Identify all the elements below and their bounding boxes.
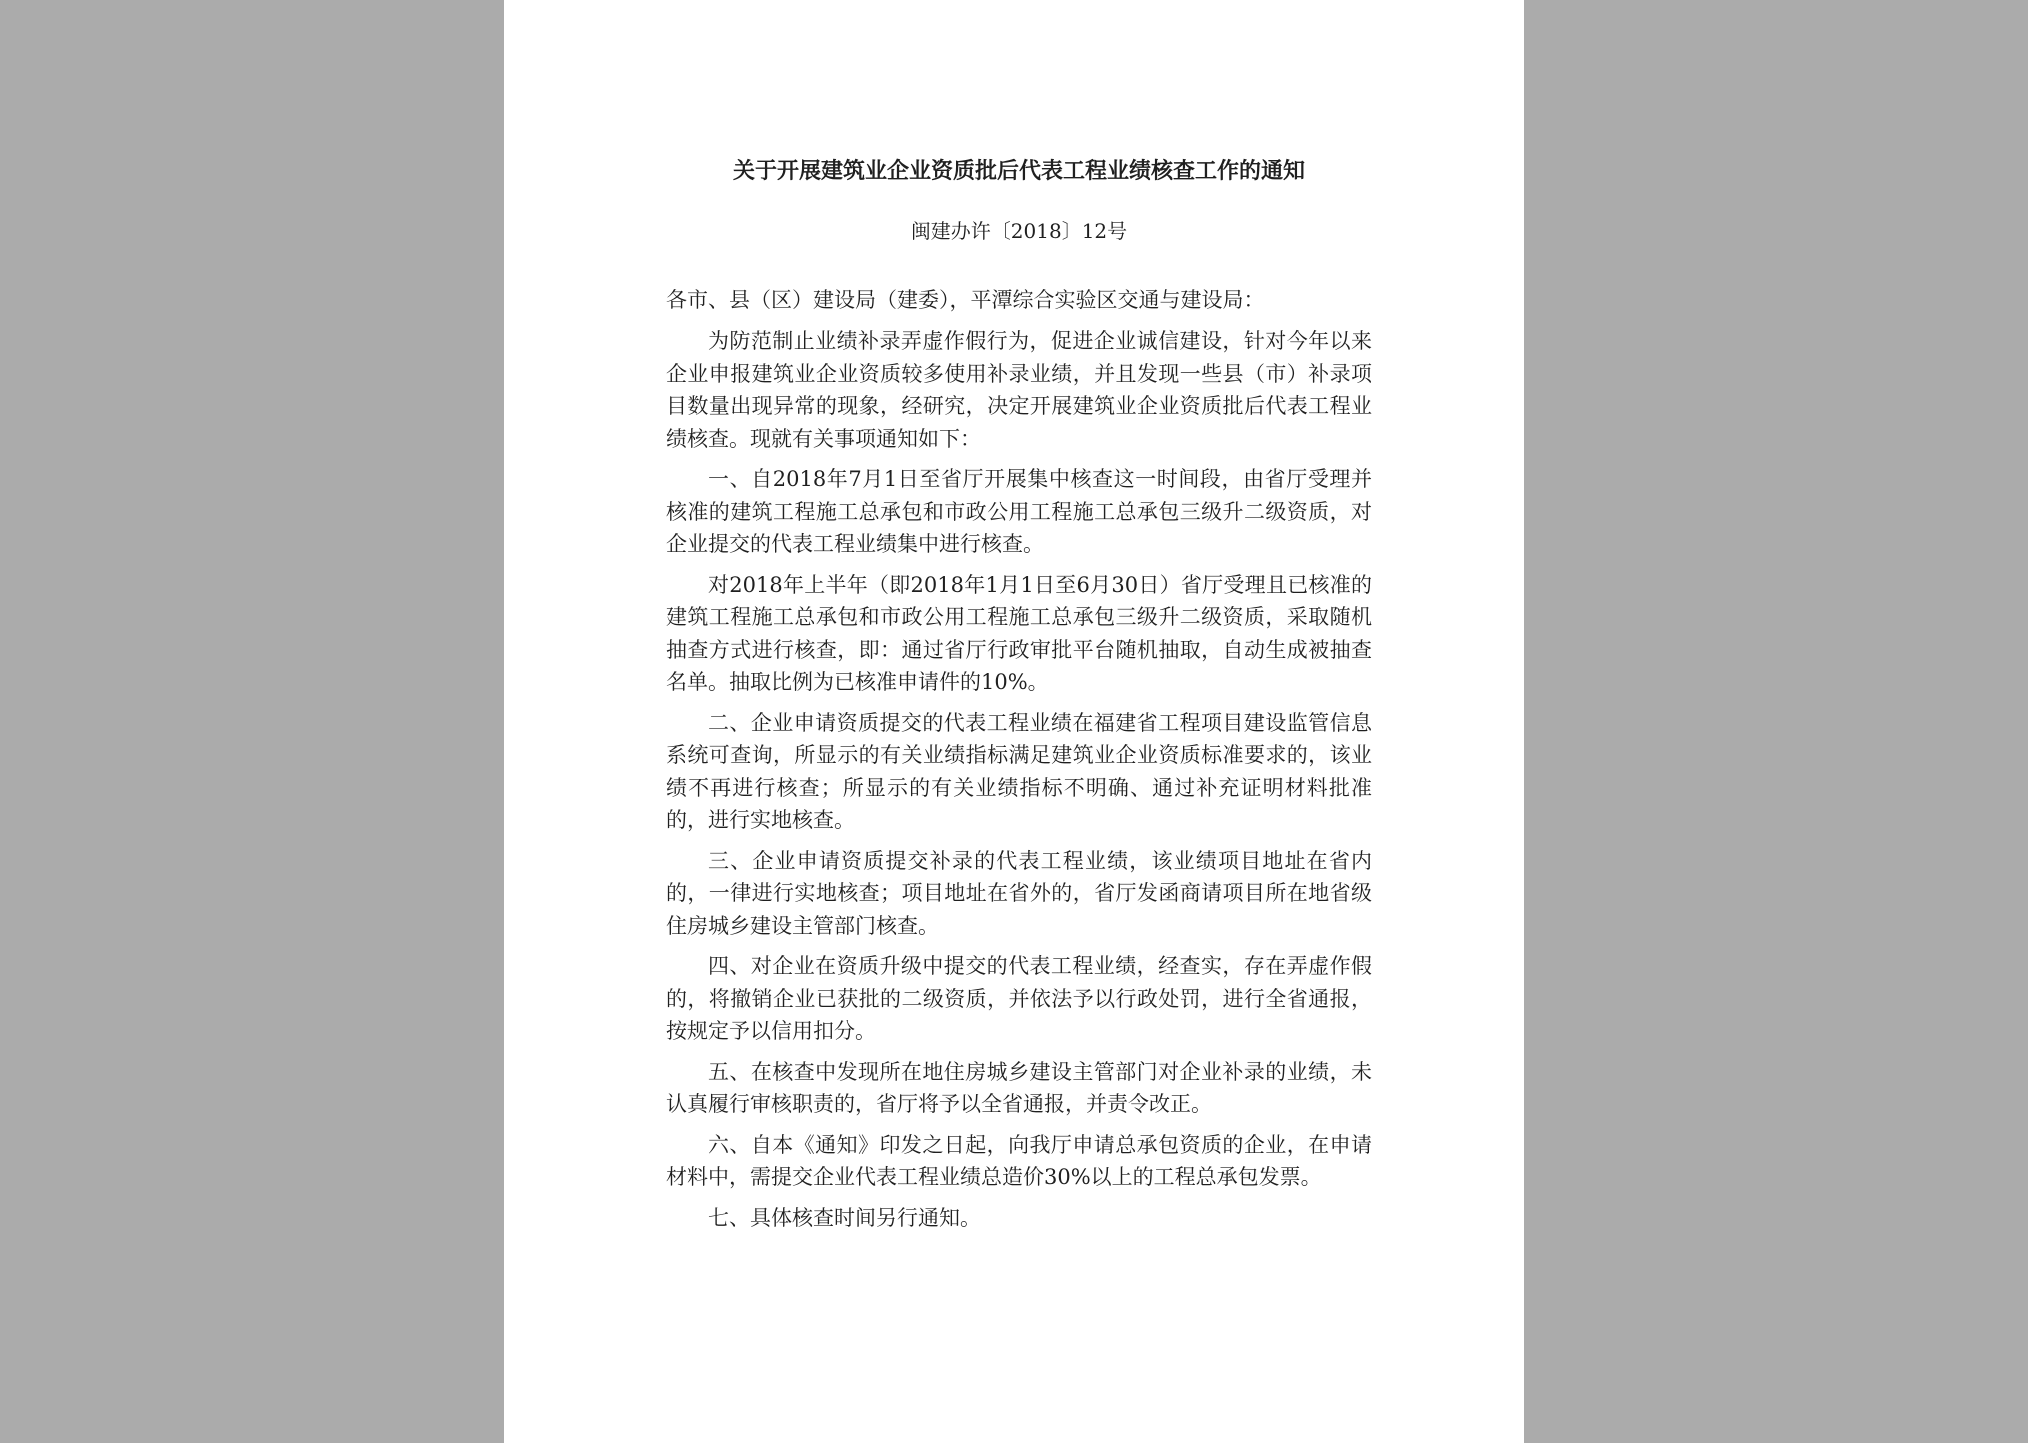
paragraph-item-3: 三、企业申请资质提交补录的代表工程业绩，该业绩项目地址在省内的，一律进行实地核查；项目地址在省外的，省厅发函商请项目所在地省级住房城乡建设主管部门核查。	[666, 848, 1372, 938]
paragraph-item-1: 一、自2018年7月1日至省厅开展集中核查这一时间段，由省厅受理并核准的建筑工程施工总承包和市政公用工程施工总承包三级升二级资质，对企业提交的代表工程业绩集中进行核查。	[666, 467, 1372, 556]
document-body	[666, 150, 1372, 1234]
paragraph-item-2: 二、企业申请资质提交的代表工程业绩在福建省工程项目建设监管信息系统可查询，所显示的有关业绩指标满足建筑业企业资质标准要求的，该业绩不再进行核查；所显示的有关业绩指标不明确、通过补充证明材料批准的，进行实地核查。	[666, 710, 1372, 832]
paragraph-intro: 为防范制止业绩补录弄虚作假行为，促进企业诚信建设，针对今年以来企业申报建筑业企业资质较多使用补录业绩，并且发现一些县（市）补录项目数量出现异常的现象，经研究，决定开展建筑业企业资质批后代表工程业绩核查。现就有关事项通知如下：	[666, 329, 1372, 451]
document-title: 关于开展建筑业企业资质批后代表工程业绩核查工作的通知	[732, 159, 1305, 184]
paragraph-item-6: 六、自本《通知》印发之日起，向我厅申请总承包资质的企业，在申请材料中，需提交企业代表工程业绩总造价30%以上的工程总承包发票。	[666, 1132, 1372, 1189]
salutation: 各市、县（区）建设局（建委），平潭综合实验区交通与建设局：	[666, 288, 1265, 312]
paragraph-item-4: 四、对企业在资质升级中提交的代表工程业绩，经查实，存在弄虚作假的，将撤销企业已获批的二级资质，并依法予以行政处罚，进行全省通报，按规定予以信用扣分。	[666, 954, 1372, 1043]
paragraph-item-1-sampling: 对2018年上半年（即2018年1月1日至6月30日）省厅受理且已核准的建筑工程施工总承包和市政公用工程施工总承包三级升二级资质，采取随机抽查方式进行核查，即：通过省厅行政审批平台随机抽取，自动生成被抽查名单。抽取比例为已核准申请件的10%。	[666, 572, 1372, 694]
paragraph-item-7: 七、具体核查时间另行通知。	[708, 1205, 981, 1230]
document-page	[504, 0, 1524, 1443]
document-number: 闽建办许〔2018〕12号	[910, 219, 1128, 243]
paragraph-item-5: 五、在核查中发现所在地住房城乡建设主管部门对企业补录的业绩，未认真履行审核职责的，省厅将予以全省通报，并责令改正。	[666, 1059, 1372, 1116]
